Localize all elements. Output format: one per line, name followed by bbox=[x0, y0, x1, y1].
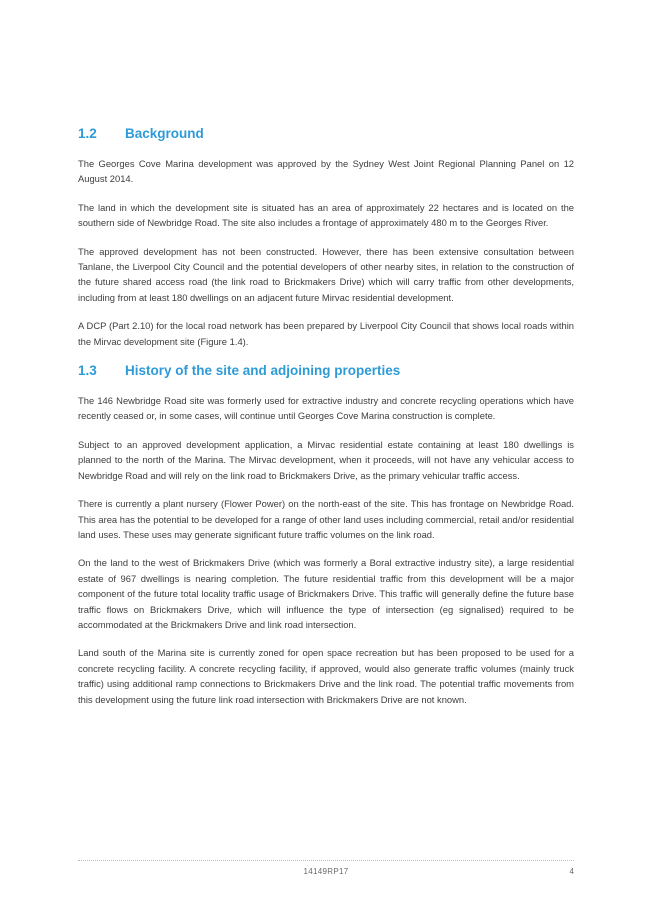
paragraph: The 146 Newbridge Road site was formerly used for extractive industry and concrete recycling operations which have recently ceased or, in some cases, will continue until Georges Cove Marina construction is complete. bbox=[78, 395, 574, 422]
section-background bbox=[78, 125, 574, 349]
paragraph: The approved development has not been constructed. However, there has been extensive consultation between Tanlane, the Liverpool City Council and the potential developers of other nearby sites, in relation to the construction of the future shared access road (the link road to Brickmakers Drive) which will carry traffic from other developments, including from at least 180 dwellings on an adjacent future Mirvac residential development. bbox=[78, 245, 574, 303]
section-history bbox=[78, 362, 574, 707]
paragraph: The land in which the development site is situated has an area of approximately 22 hectares and is located on the southern side of Newbridge Road. The site also includes a frontage of approximately 480 m to the Georges River. bbox=[78, 201, 574, 229]
page-content bbox=[78, 125, 574, 720]
paragraph: On the land to the west of Brickmakers Drive (which was formerly a Boral extractive industry site), a large residential estate of 967 dwellings is nearing completion. The future residential traffic from this development will be a major component of the future total locality traffic usage of Brickmakers Drive. This traffic will generally define the future base traffic flows on Brickmakers Drive, which will influence the type of intersection (eg signalised) required to be accommodated at the Brickmakers Drive and link road intersection. bbox=[78, 557, 574, 630]
section-heading bbox=[78, 125, 574, 142]
footer-reference: 14149RP17 bbox=[303, 867, 349, 876]
section-number: 1.3 bbox=[78, 363, 97, 379]
section-number: 1.2 bbox=[78, 126, 97, 141]
paragraph: A DCP (Part 2.10) for the local road network has been prepared by Liverpool City Council that shows local roads within the Mirvac development site (Figure 1.4). bbox=[78, 320, 574, 347]
section-heading bbox=[78, 362, 574, 379]
paragraph: Land south of the Marina site is currently zoned for open space recreation but has been proposed to be used for a concrete recycling facility. A concrete recycling facility, if approved, would also generate traffic volumes (mainly truck traffic) using additional ramp connections to Brickmakers Drive and the link road. The potential traffic movements from this development using the future link road intersection with Brickmakers Drive are not known. bbox=[78, 647, 574, 705]
footer-divider bbox=[78, 860, 574, 861]
paragraph: There is currently a plant nursery (Flower Power) on the north-east of the site. This has frontage on Newbridge Road. This area has the potential to be developed for a range of other land uses including commercial, retail and/or residential land uses. These uses may generate significant future traffic volumes on the link road. bbox=[78, 498, 574, 540]
paragraph: The Georges Cove Marina development was approved by the Sydney West Joint Regional Planning Panel on 12 August 2014. bbox=[78, 158, 574, 185]
page-number: 4 bbox=[569, 867, 574, 876]
section-title: History of the site and adjoining properties bbox=[125, 363, 401, 379]
section-title: Background bbox=[125, 126, 204, 141]
paragraph: Subject to an approved development application, a Mirvac residential estate containing at least 180 dwellings is planned to the north of the Marina. The Mirvac development, when it proceeds, will not have any vehicular access to Newbridge Road and will rely on the link road to Brickmakers Drive, as the primary vehicular traffic access. bbox=[78, 438, 574, 481]
